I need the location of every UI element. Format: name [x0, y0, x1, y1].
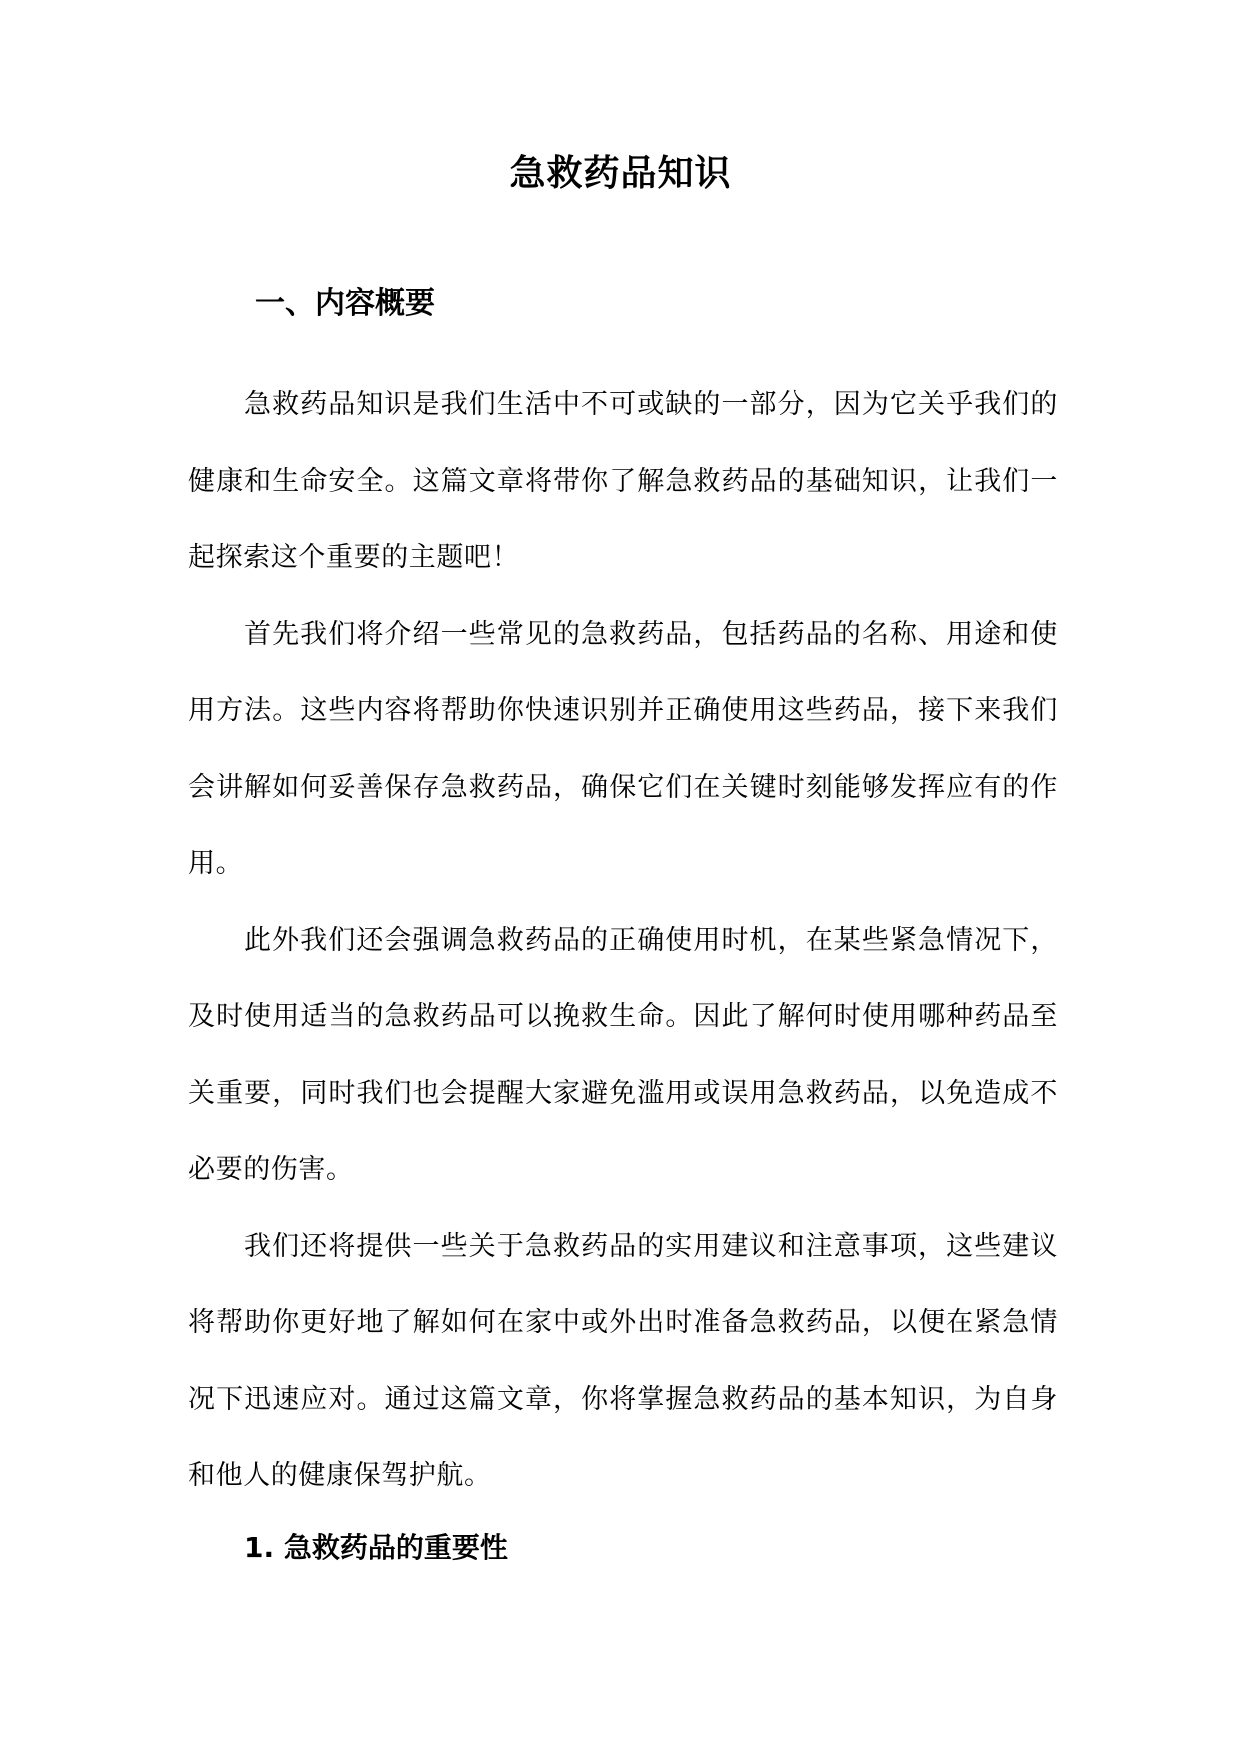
document-body — [188, 367, 1058, 1515]
document-title: 急救药品知识 — [509, 153, 732, 194]
subsection-heading: 1. 急救药品的重要性 — [244, 1531, 508, 1564]
body-paragraph: 急救药品知识是我们生活中不可或缺的一部分，因为它关乎我们的健康和生命安全。这篇文章将带你了解急救药品的基础知识，让我们一起探索这个重要的主题吧！ — [188, 389, 1058, 573]
body-paragraph: 首先我们将介绍一些常见的急救药品，包括药品的名称、用途和使用方法。这些内容将帮助你快速识别并正确使用这些药品，接下来我们会讲解如何妥善保存急救药品，确保它们在关键时刻能够发挥应有的作用。 — [188, 618, 1058, 879]
body-paragraph: 我们还将提供一些关于急救药品的实用建议和注意事项，这些建议将帮助你更好地了解如何在家中或外出时准备急救药品，以便在紧急情况下迅速应对。通过这篇文章，你将掌握急救药品的基本知识，为自身和他人的健康保驾护航。 — [188, 1230, 1058, 1491]
section-heading-overview: 一、内容概要 — [255, 286, 435, 321]
body-paragraph: 此外我们还会强调急救药品的正确使用时机，在某些紧急情况下，及时使用适当的急救药品可以挽救生命。因此了解何时使用哪种药品至关重要，同时我们也会提醒大家避免滥用或误用急救药品，以免造成不必要的伤害。 — [188, 924, 1058, 1185]
